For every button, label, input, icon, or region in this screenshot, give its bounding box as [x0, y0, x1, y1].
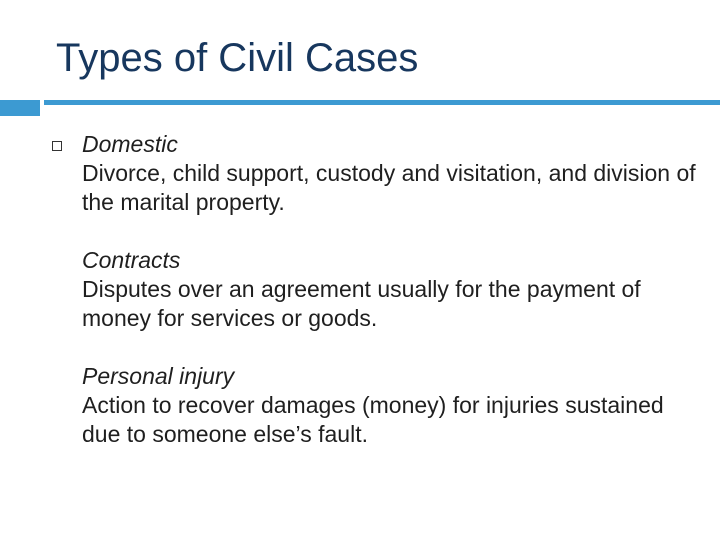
list-item-contracts	[82, 246, 702, 333]
list-item-domestic	[82, 130, 702, 217]
item-description: Action to recover damages (money) for injuries sustained due to someone else’s fault.	[82, 392, 664, 447]
bullet-content	[82, 130, 702, 478]
title-underline-rule	[44, 100, 720, 105]
title-accent-block	[0, 100, 40, 116]
item-heading: Personal injury	[82, 363, 235, 389]
item-heading: Domestic	[82, 131, 178, 157]
item-description: Disputes over an agreement usually for the payment of money for services or goods.	[82, 276, 641, 331]
slide-title: Types of Civil Cases	[56, 36, 419, 80]
item-description: Divorce, child support, custody and visitation, and division of the marital property.	[82, 160, 696, 215]
item-heading: Contracts	[82, 247, 181, 273]
list-item-personal-injury	[82, 362, 702, 449]
hollow-square-bullet-icon	[52, 141, 62, 151]
